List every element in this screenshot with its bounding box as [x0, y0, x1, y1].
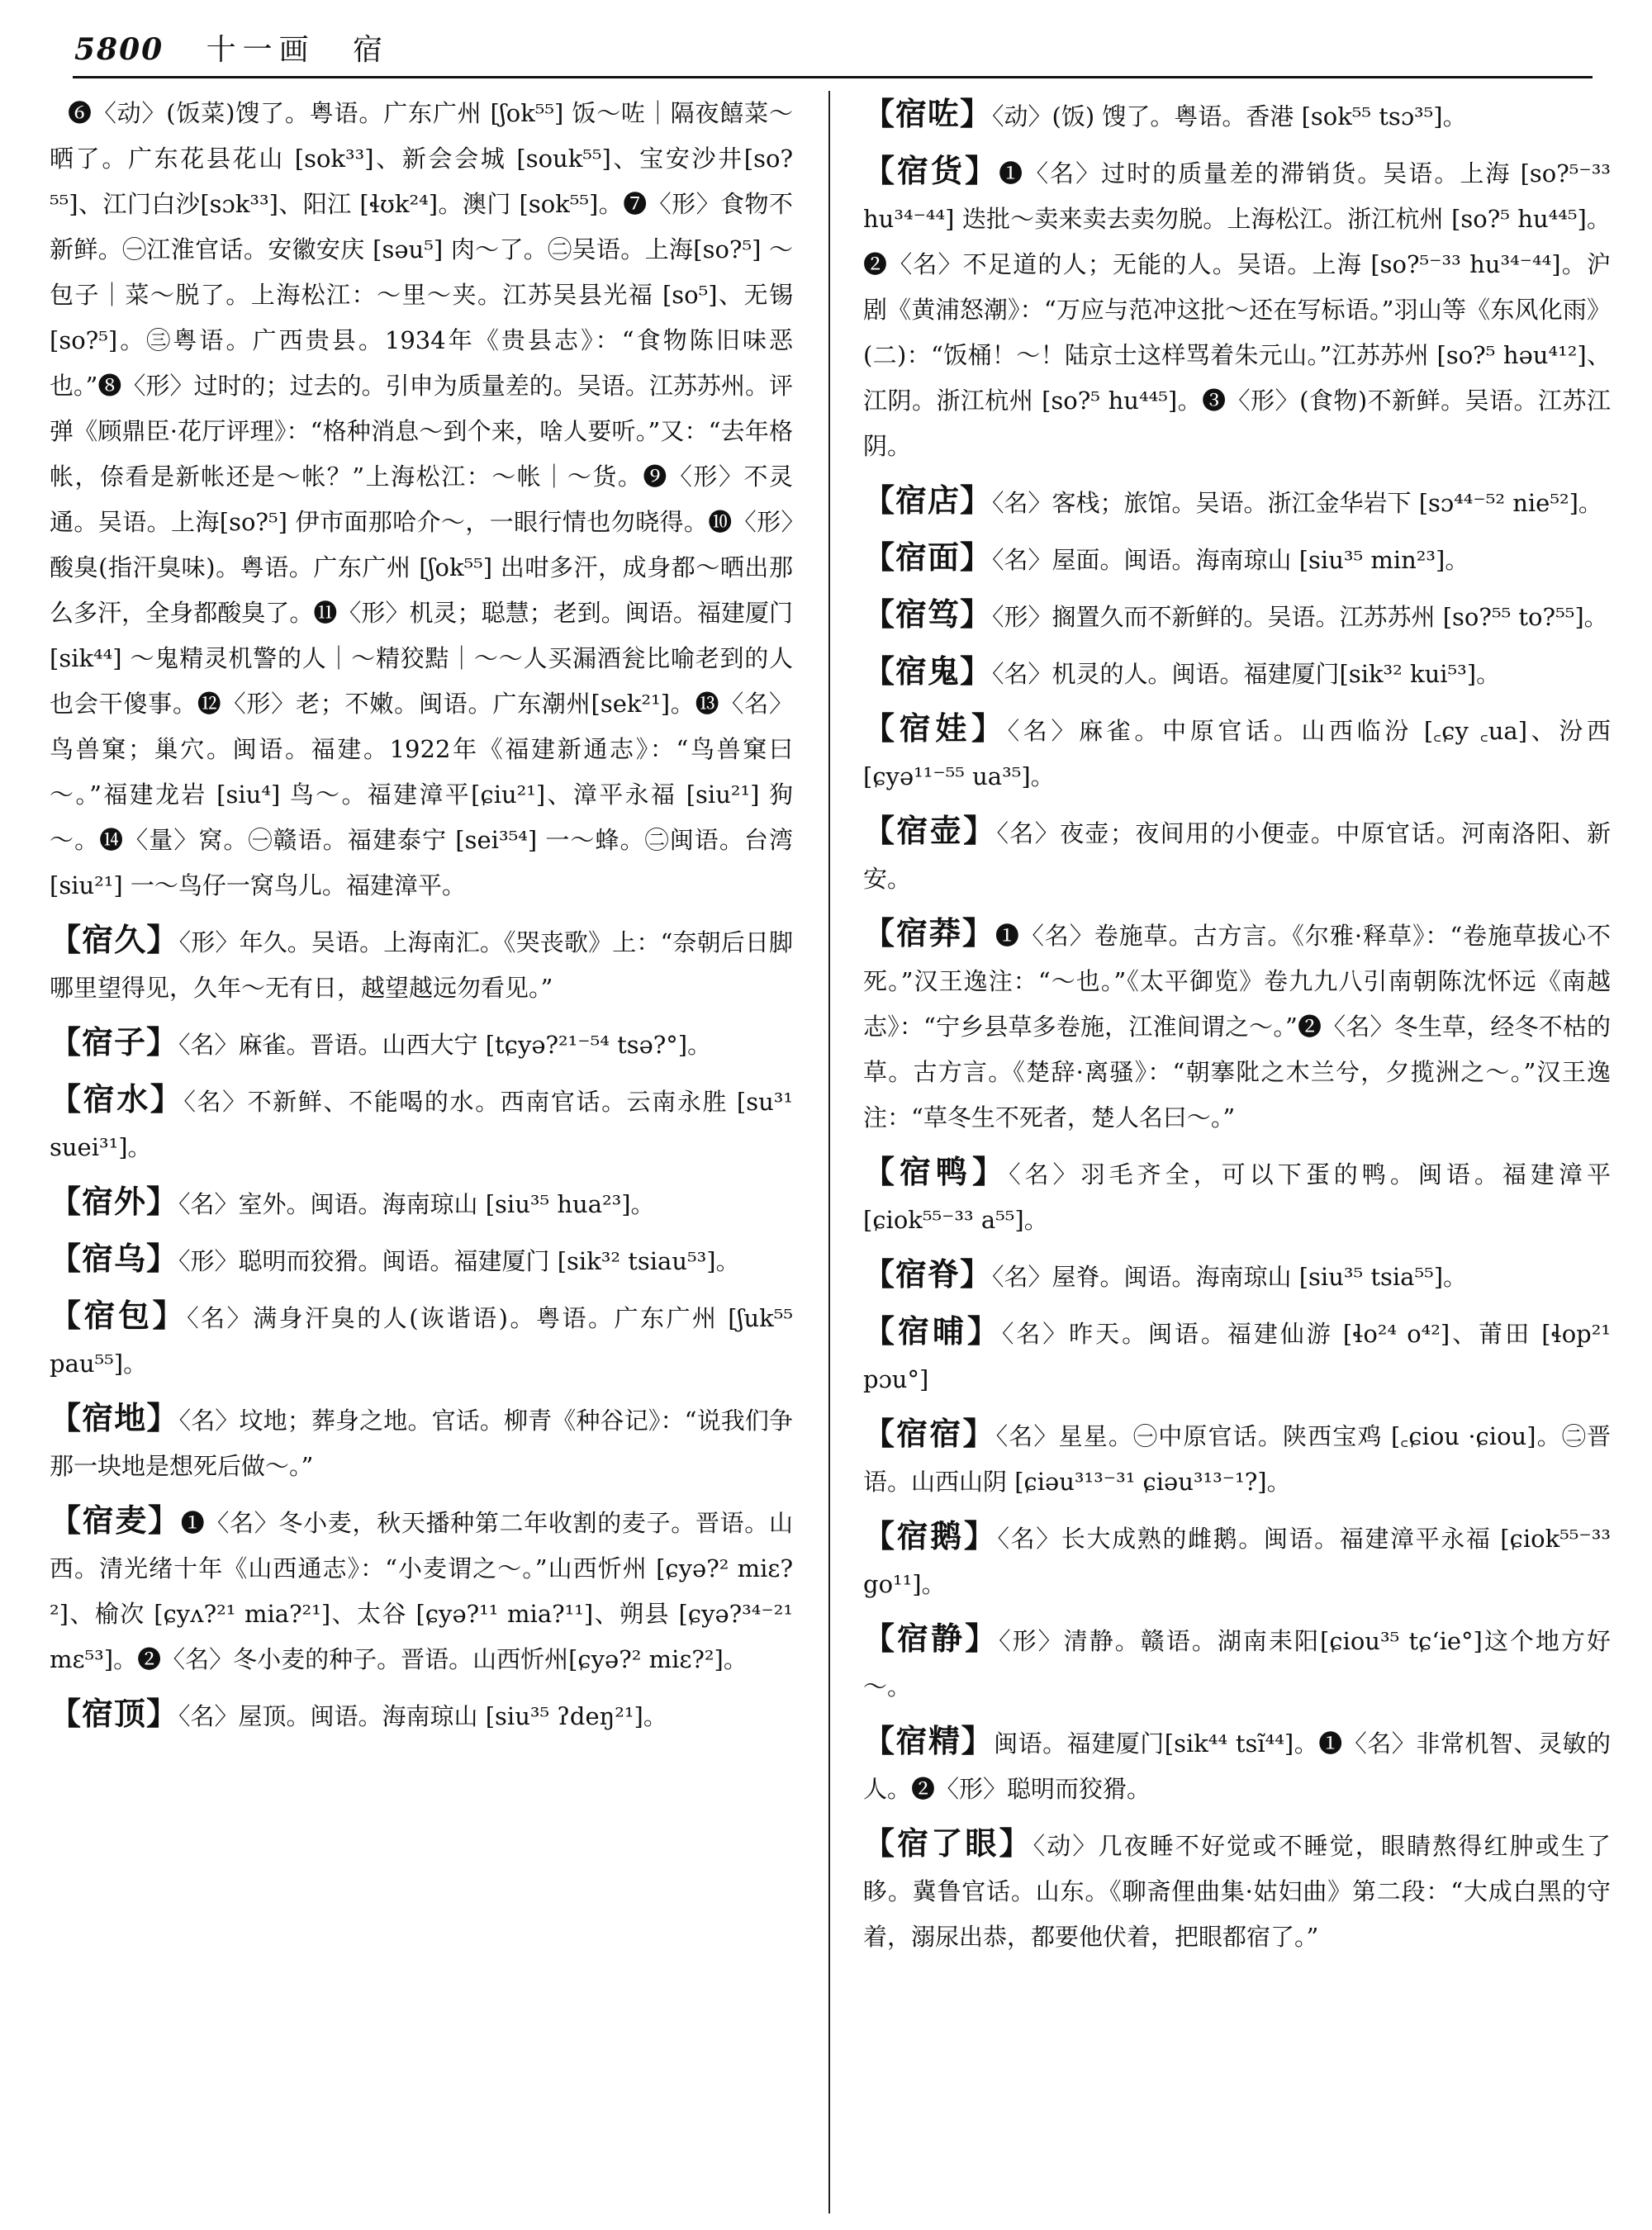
dictionary-entry: [863, 1820, 1611, 1960]
dictionary-entry: [863, 648, 1611, 697]
entry-headword: 【宿鸭】: [863, 1153, 1009, 1190]
entry-definition: 〈名〉机灵的人。闽语。福建厦门[sik³² kui⁵³]。: [992, 660, 1501, 688]
dictionary-entry: [50, 1179, 793, 1227]
entry-headword: 【宿包】: [50, 1297, 188, 1334]
entry-headword: 【宿了眼】: [863, 1824, 1033, 1862]
entry-headword: 【宿水】: [50, 1080, 184, 1117]
entry-headword: 【宿地】: [50, 1399, 179, 1436]
right-entries: [863, 91, 1611, 1960]
dictionary-entry: [863, 1718, 1611, 1812]
entry-headword: 【宿咗】: [863, 95, 993, 132]
dictionary-entry: [863, 1149, 1611, 1243]
entry-headword: 【宿货】: [863, 152, 999, 189]
dictionary-entry: [50, 917, 793, 1011]
dictionary-entry: [50, 1076, 793, 1170]
entry-definition: 〈名〉长大成熟的雌鹅。闽语。福建漳平永福 [ɕiok⁵⁵⁻³³ go¹¹]。: [863, 1525, 1611, 1598]
entry-definition: 〈名〉屋面。闽语。海南琼山 [siu³⁵ min²³]。: [992, 546, 1469, 574]
entry-definition: 〈名〉室外。闽语。海南琼山 [siu³⁵ hua²³]。: [178, 1190, 655, 1218]
column-divider: [828, 91, 830, 2213]
entry-definition: 〈名〉客栈；旅馆。吴语。浙江金华岩下 [sɔ⁴⁴⁻⁵² nie⁵²]。: [992, 489, 1602, 517]
dictionary-entry: [863, 534, 1611, 583]
entry-headword: 【宿外】: [50, 1183, 179, 1220]
dictionary-entry: [863, 591, 1611, 640]
entry-headword: 【宿静】: [863, 1620, 999, 1657]
dictionary-entry: [50, 1395, 793, 1489]
dictionary-entry: [863, 148, 1611, 469]
header-rule: [73, 76, 1593, 78]
entry-headword: 【宿笃】: [863, 595, 993, 633]
dictionary-entry: [863, 91, 1611, 140]
entry-headword: 【宿鹅】: [863, 1517, 998, 1554]
dictionary-entry: [863, 1308, 1611, 1402]
entry-definition: 〈名〉麻雀。中原官话。山西临汾 [꜀ɕy ꜀ua]、汾西 [ɕyə¹¹⁻⁵⁵ ua³⁵]。: [863, 717, 1611, 790]
entry-definition: 〈名〉不新鲜、不能喝的水。西南官话。云南永胜 [su³¹ suei³¹]。: [50, 1088, 793, 1161]
entry-headword: 【宿店】: [863, 482, 993, 519]
right-column: [863, 91, 1611, 2222]
entry-headword: 【宿莽】: [863, 914, 995, 951]
entry-headword: 【宿精】: [863, 1722, 995, 1759]
dictionary-entry: [863, 1251, 1611, 1300]
dictionary-entry: [50, 1691, 793, 1739]
dictionary-entry: [863, 1513, 1611, 1607]
stroke-section: 十一画: [206, 33, 316, 67]
entry-definition: 〈动〉(饭) 馊了。粤语。香港 [sok⁵⁵ tsɔ³⁵]。: [992, 102, 1467, 130]
entry-headword: 【宿宿】: [863, 1415, 996, 1452]
dictionary-entry: [863, 808, 1611, 902]
dictionary-entry: [50, 1293, 793, 1387]
page-header: [74, 25, 1586, 83]
entry-definition: 〈名〉夜壶；夜间用的小便壶。中原官话。河南洛阳、新安。: [863, 819, 1611, 893]
entry-definition: 〈名〉屋脊。闽语。海南琼山 [siu³⁵ tsia⁵⁵]。: [992, 1263, 1468, 1291]
entry-definition: ❶〈名〉过时的质量差的滞销货。吴语。上海 [so?⁵⁻³³ hu³⁴⁻⁴⁴] 迭批～卖来卖去卖勿脱。上海松江。浙江杭州 [so?⁵ hu⁴⁴⁵]。❷〈名〉不足道的人；无能的人。吴语。上海 [so?⁵⁻³³ hu³⁴⁻⁴⁴]。沪剧《黄浦怒潮》：“万应与范冲这批～还在写标语。”羽山等《东风化雨》(二)：“饭桶！～！陆京士这样骂着朱元山。”江苏苏州 [so?⁵ həu⁴¹²]、江阴。浙江杭州 [so?⁵ hu⁴⁴⁵]。❸〈形〉(食物)不新鲜。吴语。江苏江阴。: [863, 159, 1611, 460]
dictionary-entry: [50, 1019, 793, 1068]
entry-definition: ❶〈名〉冬小麦，秋天播种第二年收割的麦子。晋语。山西。清光绪十年《山西通志》：“小麦谓之～。”山西忻州 [ɕyə?² miɛ?²]、榆次 [ɕyʌ?²¹ mia?²¹]、太谷 [ɕyə?¹¹ mia?¹¹]、朔县 [ɕyə?³⁴⁻²¹ mɛ⁵³]。❷〈名〉冬小麦的种子。晋语。山西忻州[ɕyə?² miɛ?²]。: [50, 1509, 793, 1673]
entry-definition: 〈名〉星星。㊀中原官话。陕西宝鸡 [꜀ɕiou ·ɕiou]。㊁晋语。山西山阴 [ɕiəu³¹³⁻³¹ ɕiəu³¹³⁻¹?]。: [863, 1422, 1611, 1496]
entry-definition: 〈名〉麻雀。晋语。山西大宁 [tɕyə?²¹⁻⁵⁴ tsə?°]。: [178, 1031, 712, 1059]
entry-headword: 【宿面】: [863, 539, 993, 576]
page-number: 5800: [74, 32, 164, 67]
entry-headword: 【宿鬼】: [863, 652, 993, 690]
dictionary-entry: [50, 1236, 793, 1284]
entry-definition: 〈形〉年久。吴语。上海南汇。《哭丧歌》上：“奈朝后日脚哪里望得见，久年～无有日，越望越远勿看见。”: [50, 928, 793, 1002]
left-column: [50, 91, 793, 2222]
entry-headword: 【宿麦】: [50, 1502, 181, 1539]
dictionary-entry: [863, 1616, 1611, 1710]
entry-headword: 【宿壶】: [863, 812, 997, 849]
entry-definition: 闽语。福建厦门[sik⁴⁴ tsĩ⁴⁴]。❶〈名〉非常机智、灵敏的人。❷〈形〉聪明而狡猾。: [863, 1729, 1611, 1803]
entry-definition: 〈名〉羽毛齐全，可以下蛋的鸭。闽语。福建漳平 [ɕiok⁵⁵⁻³³ a⁵⁵]。: [863, 1160, 1611, 1234]
entry-definition: 〈名〉屋顶。闽语。海南琼山 [siu³⁵ ʔdeŋ²¹]。: [178, 1702, 667, 1730]
entry-headword: 【宿顶】: [50, 1695, 179, 1732]
entry-headword: 【宿娃】: [863, 709, 1008, 747]
entry-definition: 〈名〉坟地；葬身之地。官话。柳青《种谷记》：“说我们争那一块地是想死后做～。”: [50, 1407, 793, 1480]
dictionary-entry: [863, 705, 1611, 799]
entry-definition: 〈形〉聪明而狡猾。闽语。福建厦门 [sik³² tsiau⁵³]。: [178, 1247, 740, 1275]
entry-headword: 【宿久】: [50, 921, 179, 958]
entry-definition: ❶〈名〉卷施草。古方言。《尔雅·释草》：“卷施草拔心不死。”汉王逸注：“～也。”《太平御览》卷九九八引南朝陈沈怀远《南越志》：“宁乡县草多卷施，江淮间谓之～。”❷〈名〉冬生草，经冬不枯的草。古方言。《楚辞·离骚》：“朝搴阰之木兰兮，夕揽洲之～。”汉王逸注：“草冬生不死者，楚人名曰～。”: [863, 922, 1611, 1132]
entry-headword: 【宿晡】: [863, 1312, 1002, 1350]
entry-headword: 【宿子】: [50, 1023, 179, 1060]
dictionary-entry: [863, 910, 1611, 1141]
entry-definition: 〈形〉搁置久而不新鲜的。吴语。江苏苏州 [so?⁵⁵ to?⁵⁵]。: [992, 603, 1608, 631]
dictionary-entry: [863, 477, 1611, 526]
left-entries: [50, 917, 793, 1739]
header-character: 宿: [353, 33, 383, 67]
entry-definition: 〈名〉昨天。闽语。福建仙游 [ɬo²⁴ o⁴²]、莆田 [ɬop²¹ pɔu°]: [863, 1320, 1611, 1393]
entry-definition: 〈动〉几夜睡不好觉或不睡觉，眼睛熬得红肿或生了眵。冀鲁官话。山东。《聊斋俚曲集·姑妇曲》第二段：“大成白黑的守着，溺尿出恭，都要他伏着，把眼都宿了。”: [863, 1832, 1611, 1951]
continued-entry-text: ❻〈动〉(饭菜)馊了。粤语。广东广州 [ʃok⁵⁵] 饭～咗｜隔夜饎菜～晒了。广东花县花山 [sok³³]、新会会城 [souk⁵⁵]、宝安沙井[so?⁵⁵]、江门白沙[sɔk³³]、阳江 [ɬʊk²⁴]。澳门 [sok⁵⁵]。❼〈形〉食物不新鲜。㊀江淮官话。安徽安庆 [səu⁵] 肉～了。㊁吴语。上海[so?⁵] ～包子｜菜～脱了。上海松江：～里～夹。江苏吴县光福 [so⁵]、无锡 [so?⁵]。㊂粤语。广西贵县。1934年《贵县志》：“食物陈旧味恶也。”❽〈形〉过时的；过去的。引申为质量差的。吴语。江苏苏州。评弹《顾鼎臣·花厅评理》：“格种消息～到个来，啥人要听。”又：“去年格帐，倷看是新帐还是～帐？”上海松江：～帐｜～货。❾〈形〉不灵通。吴语。上海[so?⁵] 伊市面那哈介～，一眼行情也勿晓得。❿〈形〉酸臭(指汗臭味)。粤语。广东广州 [ʃok⁵⁵] 出咁多汗，成身都～晒出那么多汗，全身都酸臭了。⓫〈形〉机灵；聪慧；老到。闽语。福建厦门 [sik⁴⁴] ～鬼精灵机警的人｜～精狡黠｜～～人买漏酒瓮比喻老到的人也会干傻事。⓬〈形〉老；不嫩。闽语。广东潮州[sek²¹]。⓭〈名〉鸟兽窠；巢穴。闽语。福建。1922年《福建新通志》：“鸟兽窠曰～。”福建龙岩 [siu⁴] 鸟～。福建漳平[ɕiu²¹]、漳平永福 [siu²¹] 狗～。⓮〈量〉窝。㊀赣语。福建泰宁 [sei³⁵⁴] 一～蜂。㊁闽语。台湾 [siu²¹] 一～鸟仔一窝鸟儿。福建漳平。: [50, 99, 793, 899]
entry-definition: 〈名〉满身汗臭的人(诙谐语)。粤语。广东广州 [ʃuk⁵⁵ pau⁵⁵]。: [50, 1304, 793, 1378]
entry-headword: 【宿乌】: [50, 1240, 179, 1277]
dictionary-entry: [863, 1411, 1611, 1505]
entry-headword: 【宿脊】: [863, 1255, 993, 1293]
entry-definition: 〈形〉清静。赣语。湖南耒阳[ɕiou³⁵ tɕʻie°]这个地方好～。: [863, 1627, 1611, 1701]
dictionary-entry: [50, 1497, 793, 1682]
